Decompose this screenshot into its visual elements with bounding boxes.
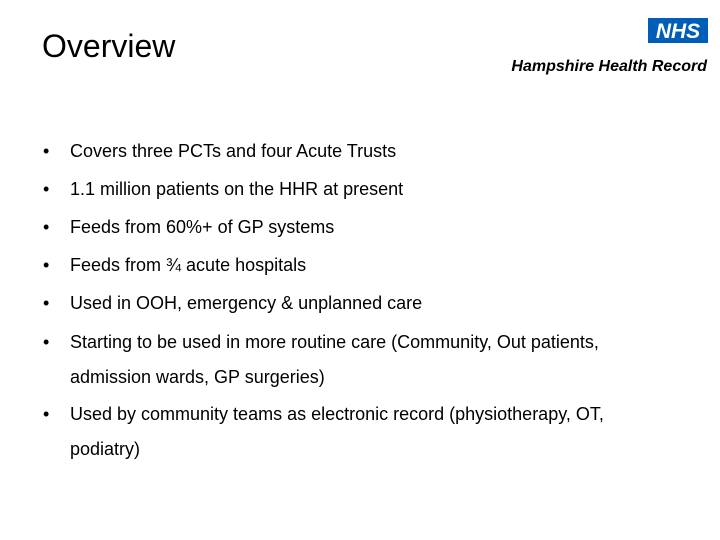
- bullet-mark: •: [43, 332, 50, 352]
- slide-title: Overview: [42, 28, 176, 64]
- nhs-logo-text: NHS: [655, 20, 701, 43]
- bullet-mark: •: [43, 404, 50, 424]
- bullet-mark: •: [43, 255, 50, 275]
- bullet-text: Used by community teams as electronic record (physiotherapy, OT, podiatry): [70, 404, 604, 459]
- nhs-logo: [648, 18, 708, 43]
- bullet-text: Covers three PCTs and four Acute Trusts: [70, 141, 397, 161]
- slide-subtitle: Hampshire Health Record: [511, 58, 707, 75]
- bullet-mark: •: [43, 179, 50, 199]
- bullet-mark: •: [43, 217, 50, 237]
- bullet-text: 1.1 million patients on the HHR at present: [70, 179, 404, 199]
- bullet-text: Used in OOH, emergency & unplanned care: [70, 293, 423, 313]
- bullet-text: Starting to be used in more routine care (Community, Out patients, admission wards, GP surgeries): [70, 332, 599, 387]
- bullet-text: Feeds from 60%+ of GP systems: [70, 217, 335, 237]
- bullet-mark: •: [43, 141, 50, 161]
- bullet-text: Feeds from ¾ acute hospitals: [70, 255, 307, 275]
- bullet-mark: •: [43, 293, 50, 313]
